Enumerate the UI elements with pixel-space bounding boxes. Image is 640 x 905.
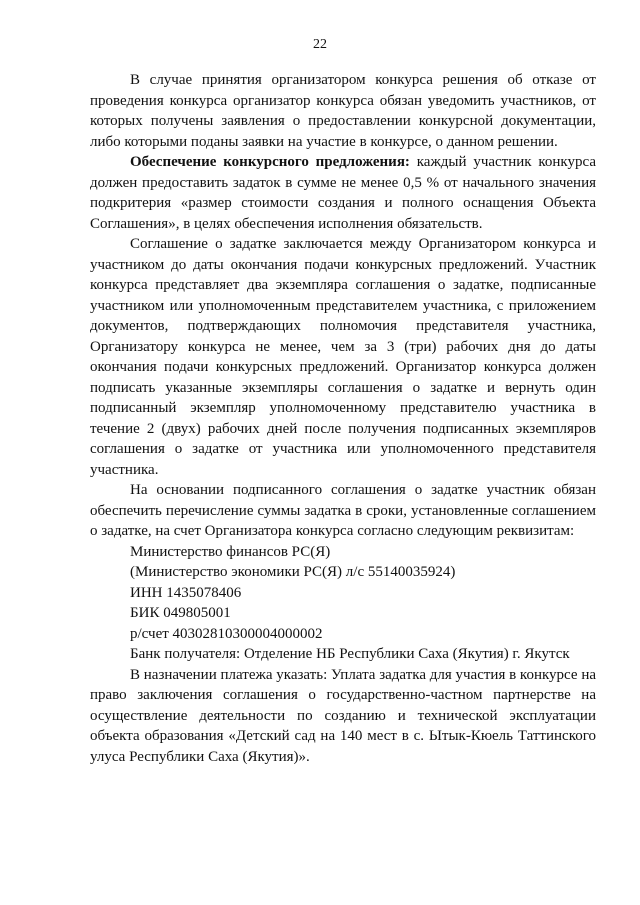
requisite-inn: ИНН 1435078406 xyxy=(130,584,242,601)
paragraph-bid-security xyxy=(90,152,596,234)
document-body xyxy=(90,70,596,767)
bid-security-text: каждый участник конкурса должен предоставить задаток в сумме не менее 0,5 % от начального значения подкритерия «размер стоимости создания и полного оснащения Объекта Соглашения», в целях обеспечения исполнения обязательств. xyxy=(90,154,596,232)
paragraph-payment-purpose: В назначении платежа указать: Уплата задатка для участия в конкурсе на право заключения соглашения о государственно-частном партнерстве на осуществление деятельности по созданию и технической эксплуатации объекта образования «Детский сад на 140 мест в с. Ытык-Кюель Таттинского улуса Республики Саха (Якутия)». xyxy=(90,666,596,765)
requisite-recipient-detail: (Министерство экономики РС(Я) л/с 55140035924) xyxy=(130,564,456,580)
bid-security-heading: Обеспечение конкурсного предложения: xyxy=(130,154,410,170)
requisite-account: р/счет 40302810300004000002 xyxy=(130,625,323,642)
paragraph-refusal-notice: В случае принятия организатором конкурса решения об отказе от проведения конкурса организатор конкурса обязан уведомить участников, от которых получены заявления о предоставлении конкурсной документации, либо которыми поданы заявки на участие в конкурсе, о данном решении. xyxy=(90,72,596,150)
requisite-recipient: Министерство финансов РС(Я) xyxy=(130,543,331,560)
requisite-bank: Банк получателя: Отделение НБ Республики Саха (Якутия) г. Якутск xyxy=(130,646,570,662)
paragraph-deposit-agreement: Соглашение о задатке заключается между Организатором конкурса и участником до даты окончания подачи конкурсных предложений. Участник конкурса представляет два экземпляра соглашения о задатке, подписанные участником или уполномоченным представителем участника, с приложением документов, подтверждающих полномочия представителя участника, Организатору конкурса не менее, чем за 3 (три) рабочих дня до даты окончания подачи конкурсных предложений. Организатор конкурса должен подписать указанные экземпляры соглашения о задатке и вернуть один подписанный экземпляр уполномоченному представителю участника в течение 2 (двух) рабочих дней после получения подписанных экземпляров соглашения о задатке от участника или уполномоченного представителя участника. xyxy=(90,236,596,478)
requisite-bik: БИК 049805001 xyxy=(130,605,231,621)
paragraph-deposit-transfer: На основании подписанного соглашения о задатке участник обязан обеспечить перечисление суммы задатка в сроки, установленные соглашением о задатке, на счет Организатора конкурса согласно следующим реквизитам: xyxy=(90,482,596,539)
page-number: 22 xyxy=(313,37,327,52)
